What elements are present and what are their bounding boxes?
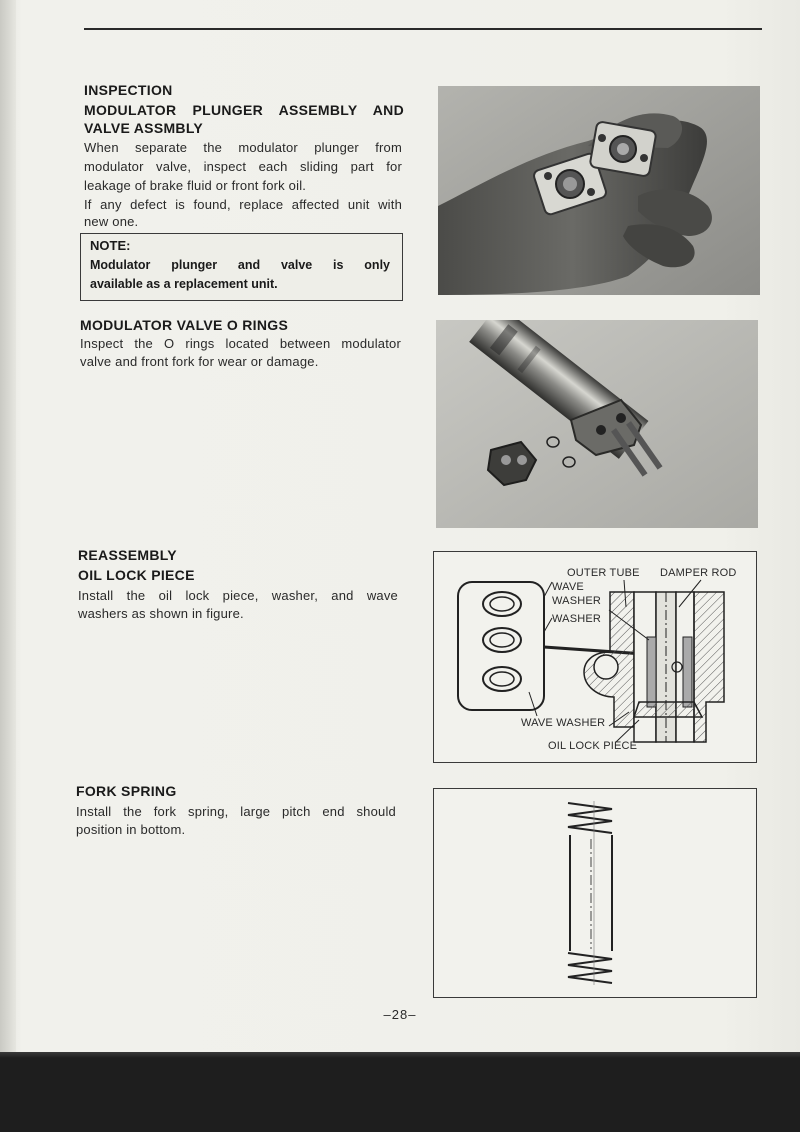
note-label: NOTE:: [90, 238, 131, 253]
fork-spring-heading: FORK SPRING: [76, 783, 177, 799]
photo-hand-holding-parts: [438, 86, 760, 295]
oil-lock-piece-heading: OIL LOCK PIECE: [78, 567, 195, 583]
diagram-oil-lock-piece: [433, 551, 757, 763]
note-line: Modulator plunger and valve is only: [90, 258, 390, 272]
o-rings-body-line: Inspect the O rings located between modulator: [80, 336, 401, 351]
photo-modulator-plunger-and-valve: [438, 86, 760, 295]
fork-spring-body-line: Install the fork spring, large pitch end should: [76, 804, 396, 819]
label-wave: WAVE: [552, 581, 584, 593]
o-rings-heading: MODULATOR VALVE O RINGS: [80, 317, 289, 333]
diagram-fork-spring: [433, 788, 757, 998]
reassembly-body-line: Install the oil lock piece, washer, and wave: [78, 588, 398, 603]
page-number: –28–: [383, 1007, 417, 1022]
reassembly-body-line: washers as shown in figure.: [78, 606, 244, 621]
inspection-body-line: new one.: [84, 214, 139, 229]
inspection-body-line: modulator valve, inspect each sliding part for: [84, 159, 402, 174]
photo-front-fork-o-rings: [436, 320, 758, 528]
fork-spring-drawing: [434, 789, 756, 997]
label-oil-lock-piece: OIL LOCK PIECE: [548, 740, 638, 752]
inspection-body-line: When separate the modulator plunger from: [84, 140, 402, 155]
scan-border-bottom: [0, 1052, 800, 1132]
label-washer-lower: WASHER: [552, 613, 602, 625]
top-rule: [84, 28, 762, 30]
page-spine-shadow: [0, 0, 16, 1052]
note-box: [80, 233, 403, 301]
note-line: available as a replacement unit.: [90, 277, 278, 291]
label-wave-washer: WAVE WASHER: [521, 717, 606, 729]
inspection-body-line: If any defect is found, replace affected unit with: [84, 197, 402, 212]
inspection-body-line: leakage of brake fluid or front fork oil.: [84, 178, 307, 193]
fork-spring-body-line: position in bottom.: [76, 822, 186, 837]
o-rings-body-line: valve and front fork for wear or damage.: [80, 354, 319, 369]
inspection-heading: INSPECTION: [84, 82, 173, 98]
label-damper-rod: DAMPER ROD: [660, 567, 737, 579]
inspection-subtitle-line1: MODULATOR PLUNGER ASSEMBLY AND: [84, 102, 404, 118]
photo-fork-tube-with-o-rings: [436, 320, 758, 528]
label-outer-tube: OUTER TUBE: [567, 567, 640, 579]
label-washer-upper: WASHER: [552, 595, 602, 607]
inspection-subtitle-line2: VALVE ASSMBLY: [84, 120, 204, 136]
reassembly-heading: REASSEMBLY: [78, 547, 177, 563]
